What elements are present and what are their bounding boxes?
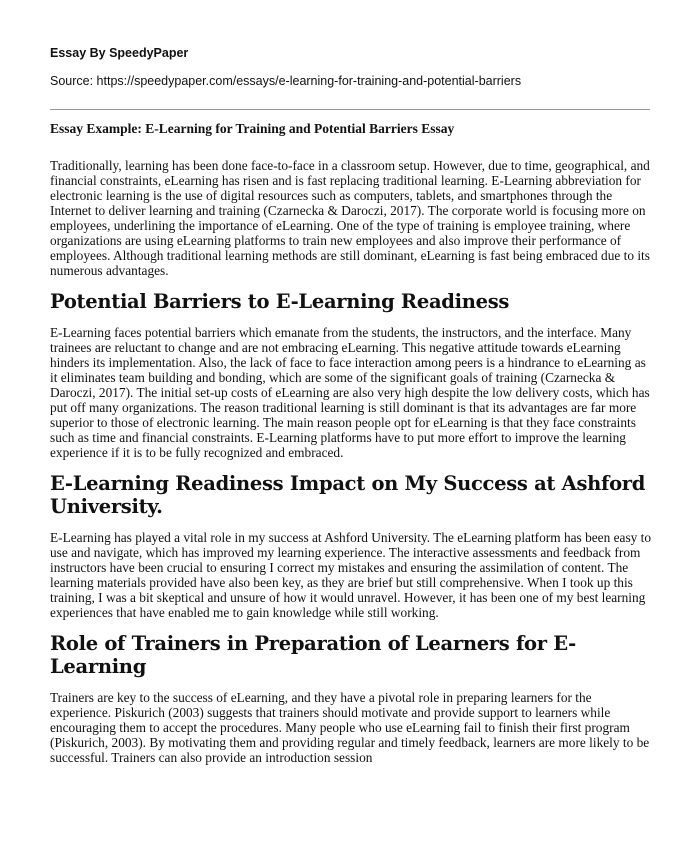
- section-heading-trainers: Role of Trainers in Preparation of Learners for E-Learning: [50, 632, 576, 678]
- header-divider: [50, 109, 650, 110]
- source-line: Source: https://speedypaper.com/essays/e-learning-for-training-and-potential-barriers: [50, 74, 522, 88]
- section-heading-barriers: Potential Barriers to E-Learning Readiness: [50, 290, 510, 313]
- brand-line: Essay By SpeedyPaper: [50, 46, 189, 60]
- section-paragraph-trainers: Trainers are key to the success of eLearning, and they have a pivotal role in preparing learners for the experience. Piskurich (2003) suggests that trainers should motivate and provide support to learners while encouraging them to accept the procedures. Many people who use eLearning fail to finish their first program (Piskurich, 2003). By motivating them and providing regular and timely feedback, learners are more likely to be successful. Trainers can also provide an introduction session: [50, 690, 650, 765]
- essay-body: [50, 158, 652, 777]
- section-paragraph-impact: E-Learning has played a vital role in my success at Ashford University. The eLearning platform has been easy to use and navigate, which has improved my learning experience. The interactive assessments and feedback from instructors have been crucial to ensuring I correct my mistakes and ensuring the assimilation of content. The learning materials provided have also been key, as they are brief but still comprehensive. When I took up this training, I was a bit skeptical and unsure of how it would unravel. However, it has been one of my best learning experiences that have enabled me to gain knowledge while still working.: [50, 530, 652, 620]
- section-heading-impact: E-Learning Readiness Impact on My Success at Ashford University.: [50, 472, 646, 518]
- section-paragraph-barriers: E-Learning faces potential barriers which emanate from the students, the instructors, and the interface. Many trainees are reluctant to change and are not embracing eLearning. This negative attitude towards eLearning hinders its implementation. Also, the lack of face to face interaction among peers is a hindrance to eLearning as it eliminates team building and bonding, which are some of the significant goals of training (Czarnecka & Daroczi, 2017). The initial set-up costs of eLearning are also very high despite the low delivery costs, which has put off many organizations. The reason traditional learning is still dominant is that its advantages are far more superior to those of electronic learning. The main reason people opt for eLearning is that they face constraints such as time and financial constraints. E-Learning platforms have to put more effort to improve the learning experience if it is to be fully recognized and embraced.: [50, 325, 650, 460]
- intro-paragraph: Traditionally, learning has been done face-to-face in a classroom setup. However, due to time, geographical, and financial constraints, eLearning has risen and is fast replacing traditional learning. E-Learning abbreviation for electronic learning is the use of digital resources such as computers, tablets, and smartphones through the Internet to deliver learning and training (Czarnecka & Daroczi, 2017). The corporate world is focusing more on employees, underlining the importance of eLearning. One of the type of training is employee training, where organizations are using eLearning platforms to train new employees and also improve their performance of employees. Although traditional learning methods are still dominant, eLearning is fast being embraced due to its numerous advantages.: [50, 158, 650, 278]
- essay-title: Essay Example: E-Learning for Training and Potential Barriers Essay: [50, 121, 455, 136]
